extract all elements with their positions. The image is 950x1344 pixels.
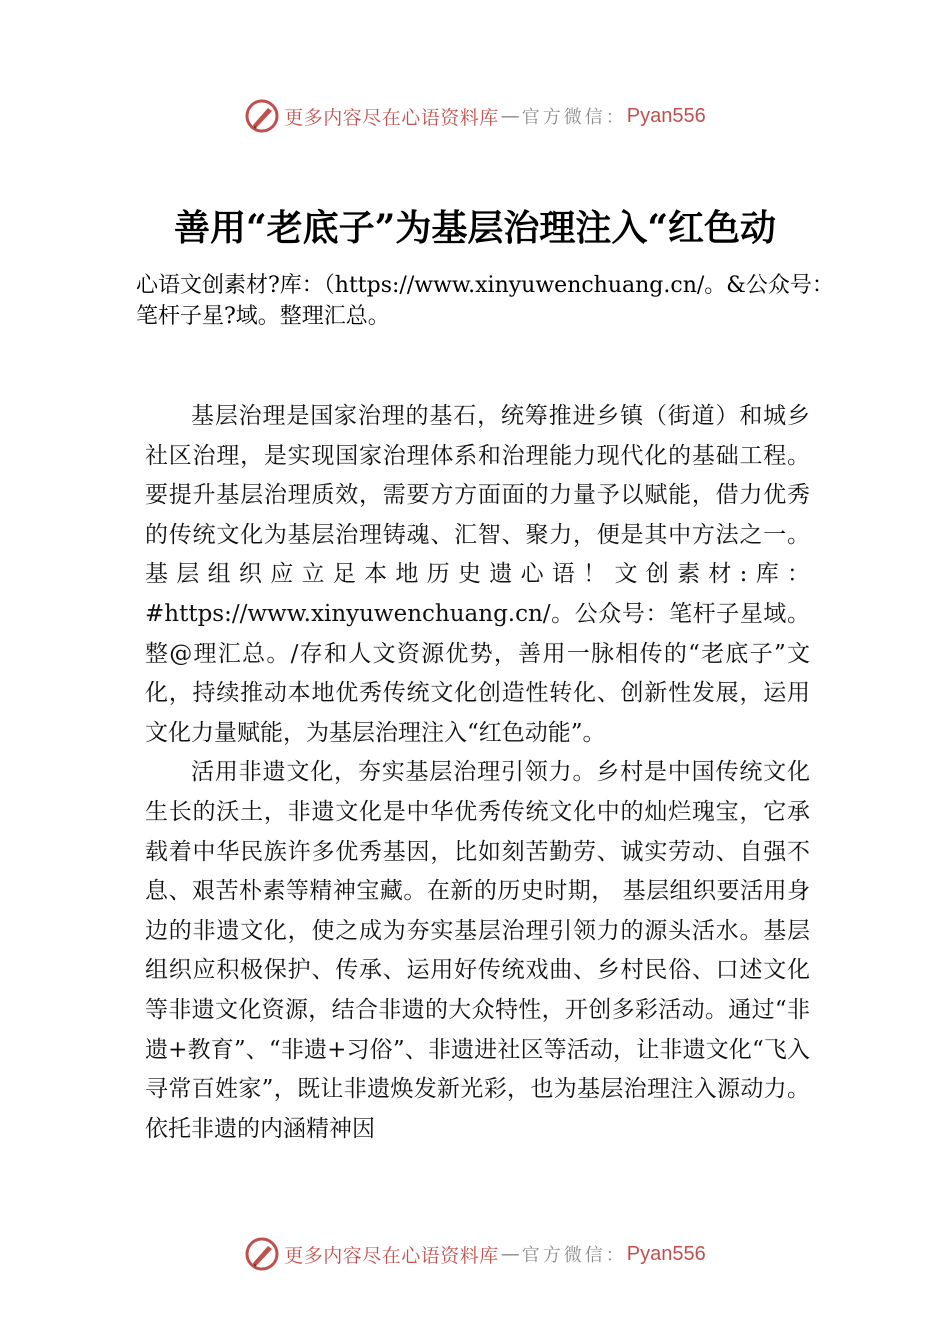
pen-logo-icon: [244, 98, 280, 134]
banner-wechat-id: Pyan556: [626, 104, 706, 127]
source-note: 心语文创素材?库：（https://www.xinyuwenchuang.cn/。&公众号：笔杆子星?域。整理汇总。: [136, 273, 834, 329]
document-body: [145, 397, 810, 1149]
banner-separator: —: [500, 105, 520, 127]
banner-separator: —: [500, 1243, 520, 1265]
banner-wechat-id: Pyan556: [626, 1242, 706, 1265]
banner-wechat-label: 官方微信：: [521, 1245, 627, 1266]
header-banner: [0, 96, 950, 136]
banner-wechat-label: 官方微信：: [521, 107, 627, 128]
document-title: 善用“老底子”为基层治理注入“红色动: [173, 207, 777, 249]
banner-text: 更多内容尽在心语资料库: [284, 106, 499, 129]
footer-banner: [0, 1234, 950, 1274]
pen-logo-icon: [244, 1236, 280, 1272]
paragraph: 基层治理是国家治理的基石，统筹推进乡镇（街道）和城乡社区治理，是实现国家治理体系和治理能力现代化的基础工程。要提升基层治理质效，需要方方面面的力量予以赋能，借力优秀的传统文化为基层治理铸魂、汇智、聚力，便是其中方法之一。基层组织应立足本地历史遗心语！文创素材:库：#https://www.xinyuwenchuang.cn/。公众号：笔杆子星域。整@理汇总。/存和人文资源优势，善用一脉相传的“老底子”文化，持续推动本地优秀传统文化创造性转化、创新性发展，运用文化力量赋能，为基层治理注入“红色动能”。: [145, 403, 810, 746]
banner-text: 更多内容尽在心语资料库: [284, 1244, 499, 1267]
paragraph: 活用非遗文化，夯实基层治理引领力。乡村是中国传统文化生长的沃土，非遗文化是中华优秀传统文化中的灿烂瑰宝，它承载着中华民族许多优秀基因，比如刻苦勤劳、诚实劳动、自强不息、艰苦朴素等精神宝藏。在新的历史时期， 基层组织要活用身边的非遗文化，使之成为夯实基层治理引领力的源头活水。基层组织应积极保护、传承、运用好传统戏曲、乡村民俗、口述文化等非遗文化资源，结合非遗的大众特性，开创多彩活动。通过“非遗+教育”、“非遗+习俗”、非遗进社区等活动，让非遗文化“飞入寻常百姓家”，既让非遗焕发新光彩，也为基层治理注入源动力。依托非遗的内涵精神因: [145, 759, 810, 1142]
